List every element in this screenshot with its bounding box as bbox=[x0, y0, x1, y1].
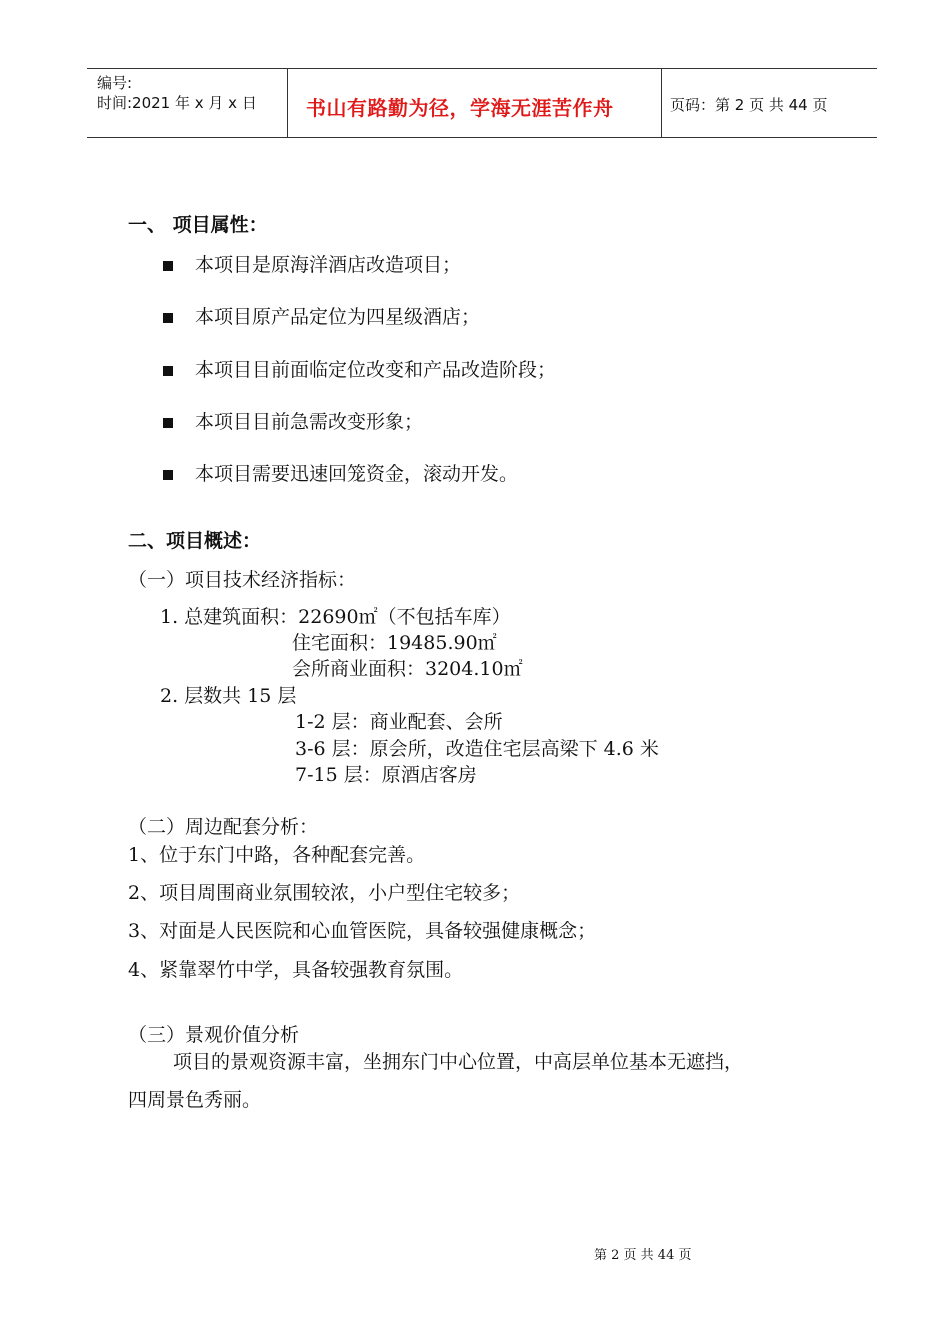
paragraph-line: 项目的景观资源丰富，坐拥东门中心位置，中高层单位基本无遮挡， bbox=[173, 1051, 744, 1073]
list-item-text: 本项目原产品定位为四星级酒店； bbox=[195, 306, 481, 328]
list-item bbox=[163, 355, 556, 382]
header-divider bbox=[661, 69, 662, 137]
spec-line: 2. 层数共 15 层 bbox=[160, 685, 297, 707]
subsection-title: （二）周边配套分析： bbox=[128, 816, 319, 838]
list-item bbox=[163, 250, 461, 277]
spec-line: 住宅面积：19485.90㎡ bbox=[292, 632, 497, 654]
spec-line: 3-6 层：原会所，改造住宅层高梁下 4.6 米 bbox=[295, 738, 659, 760]
list-item bbox=[163, 302, 480, 329]
list-item-text: 本项目目前面临定位改变和产品改造阶段； bbox=[195, 359, 557, 381]
list-item bbox=[163, 407, 423, 434]
square-bullet-icon bbox=[163, 366, 173, 376]
list-item: 2、项目周围商业氛围较浓，小户型住宅较多； bbox=[128, 882, 521, 904]
paragraph-line: 四周景色秀丽。 bbox=[128, 1089, 262, 1111]
square-bullet-icon bbox=[163, 418, 173, 428]
list-item: 1、位于东门中路，各种配套完善。 bbox=[128, 844, 426, 866]
subsection-title: （三）景观价值分析 bbox=[128, 1024, 300, 1046]
square-bullet-icon bbox=[163, 313, 173, 323]
spec-line: 7-15 层：原酒店客房 bbox=[295, 764, 477, 786]
square-bullet-icon bbox=[163, 261, 173, 271]
section1-heading: 一、 项目属性： bbox=[128, 214, 268, 236]
list-item: 4、紧靠翠竹中学，具备较强教育氛围。 bbox=[128, 959, 464, 981]
list-item bbox=[163, 459, 518, 486]
document-time-label: 时间:2021 年 x 月 x 日 bbox=[97, 94, 257, 112]
section2-heading: 二、项目概述： bbox=[128, 530, 262, 552]
page-footer: 第 2 页 共 44 页 bbox=[594, 1248, 692, 1263]
list-item: 3、对面是人民医院和心血管医院，具备较强健康概念； bbox=[128, 920, 597, 942]
list-item-text: 本项目目前急需改变形象； bbox=[195, 411, 424, 433]
header-divider bbox=[287, 69, 288, 137]
list-item-text: 本项目是原海洋酒店改造项目； bbox=[195, 254, 462, 276]
square-bullet-icon bbox=[163, 470, 173, 480]
list-item-text: 本项目需要迅速回笼资金，滚动开发。 bbox=[195, 463, 519, 485]
spec-line: 会所商业面积：3204.10㎡ bbox=[292, 658, 523, 680]
document-number-label: 编号: bbox=[97, 74, 133, 92]
header-page-label: 页码：第 2 页 共 44 页 bbox=[670, 96, 828, 114]
spec-line: 1-2 层：商业配套、会所 bbox=[295, 711, 503, 733]
spec-line: 1. 总建筑面积：22690㎡（不包括车库） bbox=[160, 606, 511, 628]
header-motto: 书山有路勤为径，学海无涯苦作舟 bbox=[306, 96, 614, 120]
subsection-title: （一）项目技术经济指标： bbox=[128, 569, 357, 591]
